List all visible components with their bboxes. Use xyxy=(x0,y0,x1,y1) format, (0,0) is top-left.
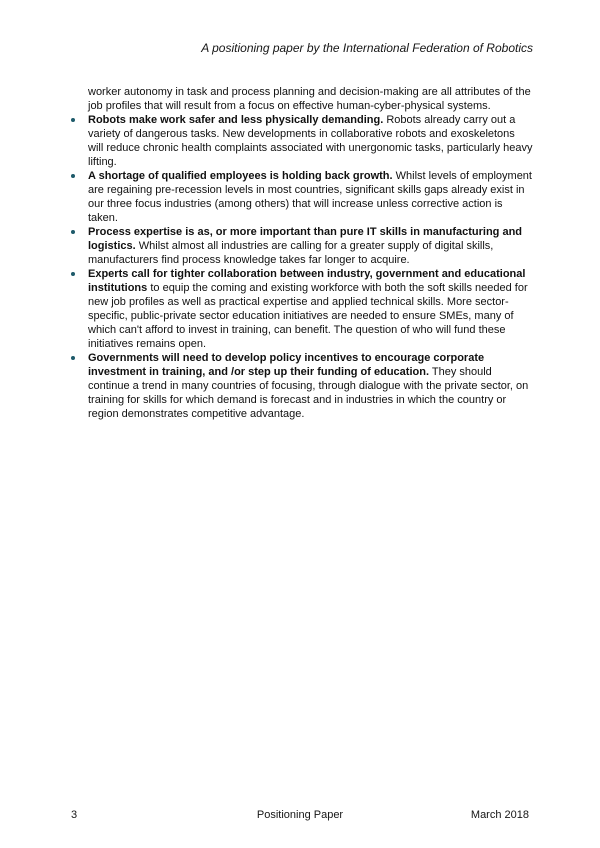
bullet-rest: to equip the coming and existing workforce with both the soft skills needed for new job profiles as well as practical expertise and applied technical skills. More sector-specific, public-private sector education initiatives are needed to ensure SMEs, many of which can't afford to invest in training, can benefit. The question of who will fund these initiatives remains open. xyxy=(88,282,528,350)
bullet-icon xyxy=(71,356,75,360)
page-number: 3 xyxy=(71,809,78,821)
bullet-rest: Robots already carry out a variety of dangerous tasks. New developments in collaborative robots and exoskeletons will reduce chronic health complaints associated with unergonomic tasks, particularly heavy lifting. xyxy=(88,114,533,168)
list-item xyxy=(70,113,533,169)
list-item xyxy=(70,267,533,351)
bullet-lead: Governments will need to develop policy incentives to encourage corporate investment in training, and /or step up their funding of education. xyxy=(88,352,485,378)
list-item xyxy=(70,169,533,225)
bullet-rest: Whilst almost all industries are calling for a greater supply of digital skills, manufacturers find process knowledge takes far longer to acquire. xyxy=(88,240,494,266)
list-item xyxy=(70,351,533,421)
bullet-icon xyxy=(71,272,75,276)
bullet-rest: Whilst levels of employment are regaining pre-recession levels in most countries, significant skills gaps already exist in our three focus industries (among others) that will increase unless corrective action is taken. xyxy=(88,170,532,224)
bullet-lead: Robots make work safer and less physically demanding. xyxy=(88,114,384,126)
page-header: A positioning paper by the International Federation of Robotics xyxy=(201,41,533,55)
page-footer xyxy=(71,808,529,822)
bullet-list xyxy=(70,113,533,421)
intro-paragraph: worker autonomy in task and process planning and decision-making are all attributes of the job profiles that will result from a focus on effective human-cyber-physical systems. xyxy=(88,86,531,112)
bullet-rest: They should continue a trend in many countries of focusing, through dialogue with the private sector, on training for skills for which demand is forecast and in industries in which the country or region demonstrates competitive advantage. xyxy=(88,366,529,420)
bullet-lead: Process expertise is as, or more important than pure IT skills in manufacturing and logistics. xyxy=(88,226,523,252)
footer-date: March 2018 xyxy=(470,809,529,821)
page-body xyxy=(70,85,533,421)
footer-title: Positioning Paper xyxy=(256,809,344,821)
list-item xyxy=(70,225,533,267)
bullet-icon xyxy=(71,118,75,122)
bullet-icon xyxy=(71,174,75,178)
bullet-icon xyxy=(71,230,75,234)
bullet-lead: A shortage of qualified employees is holding back growth. xyxy=(88,170,393,182)
bullet-lead: Experts call for tighter collaboration between industry, government and educational institutions xyxy=(88,268,526,294)
